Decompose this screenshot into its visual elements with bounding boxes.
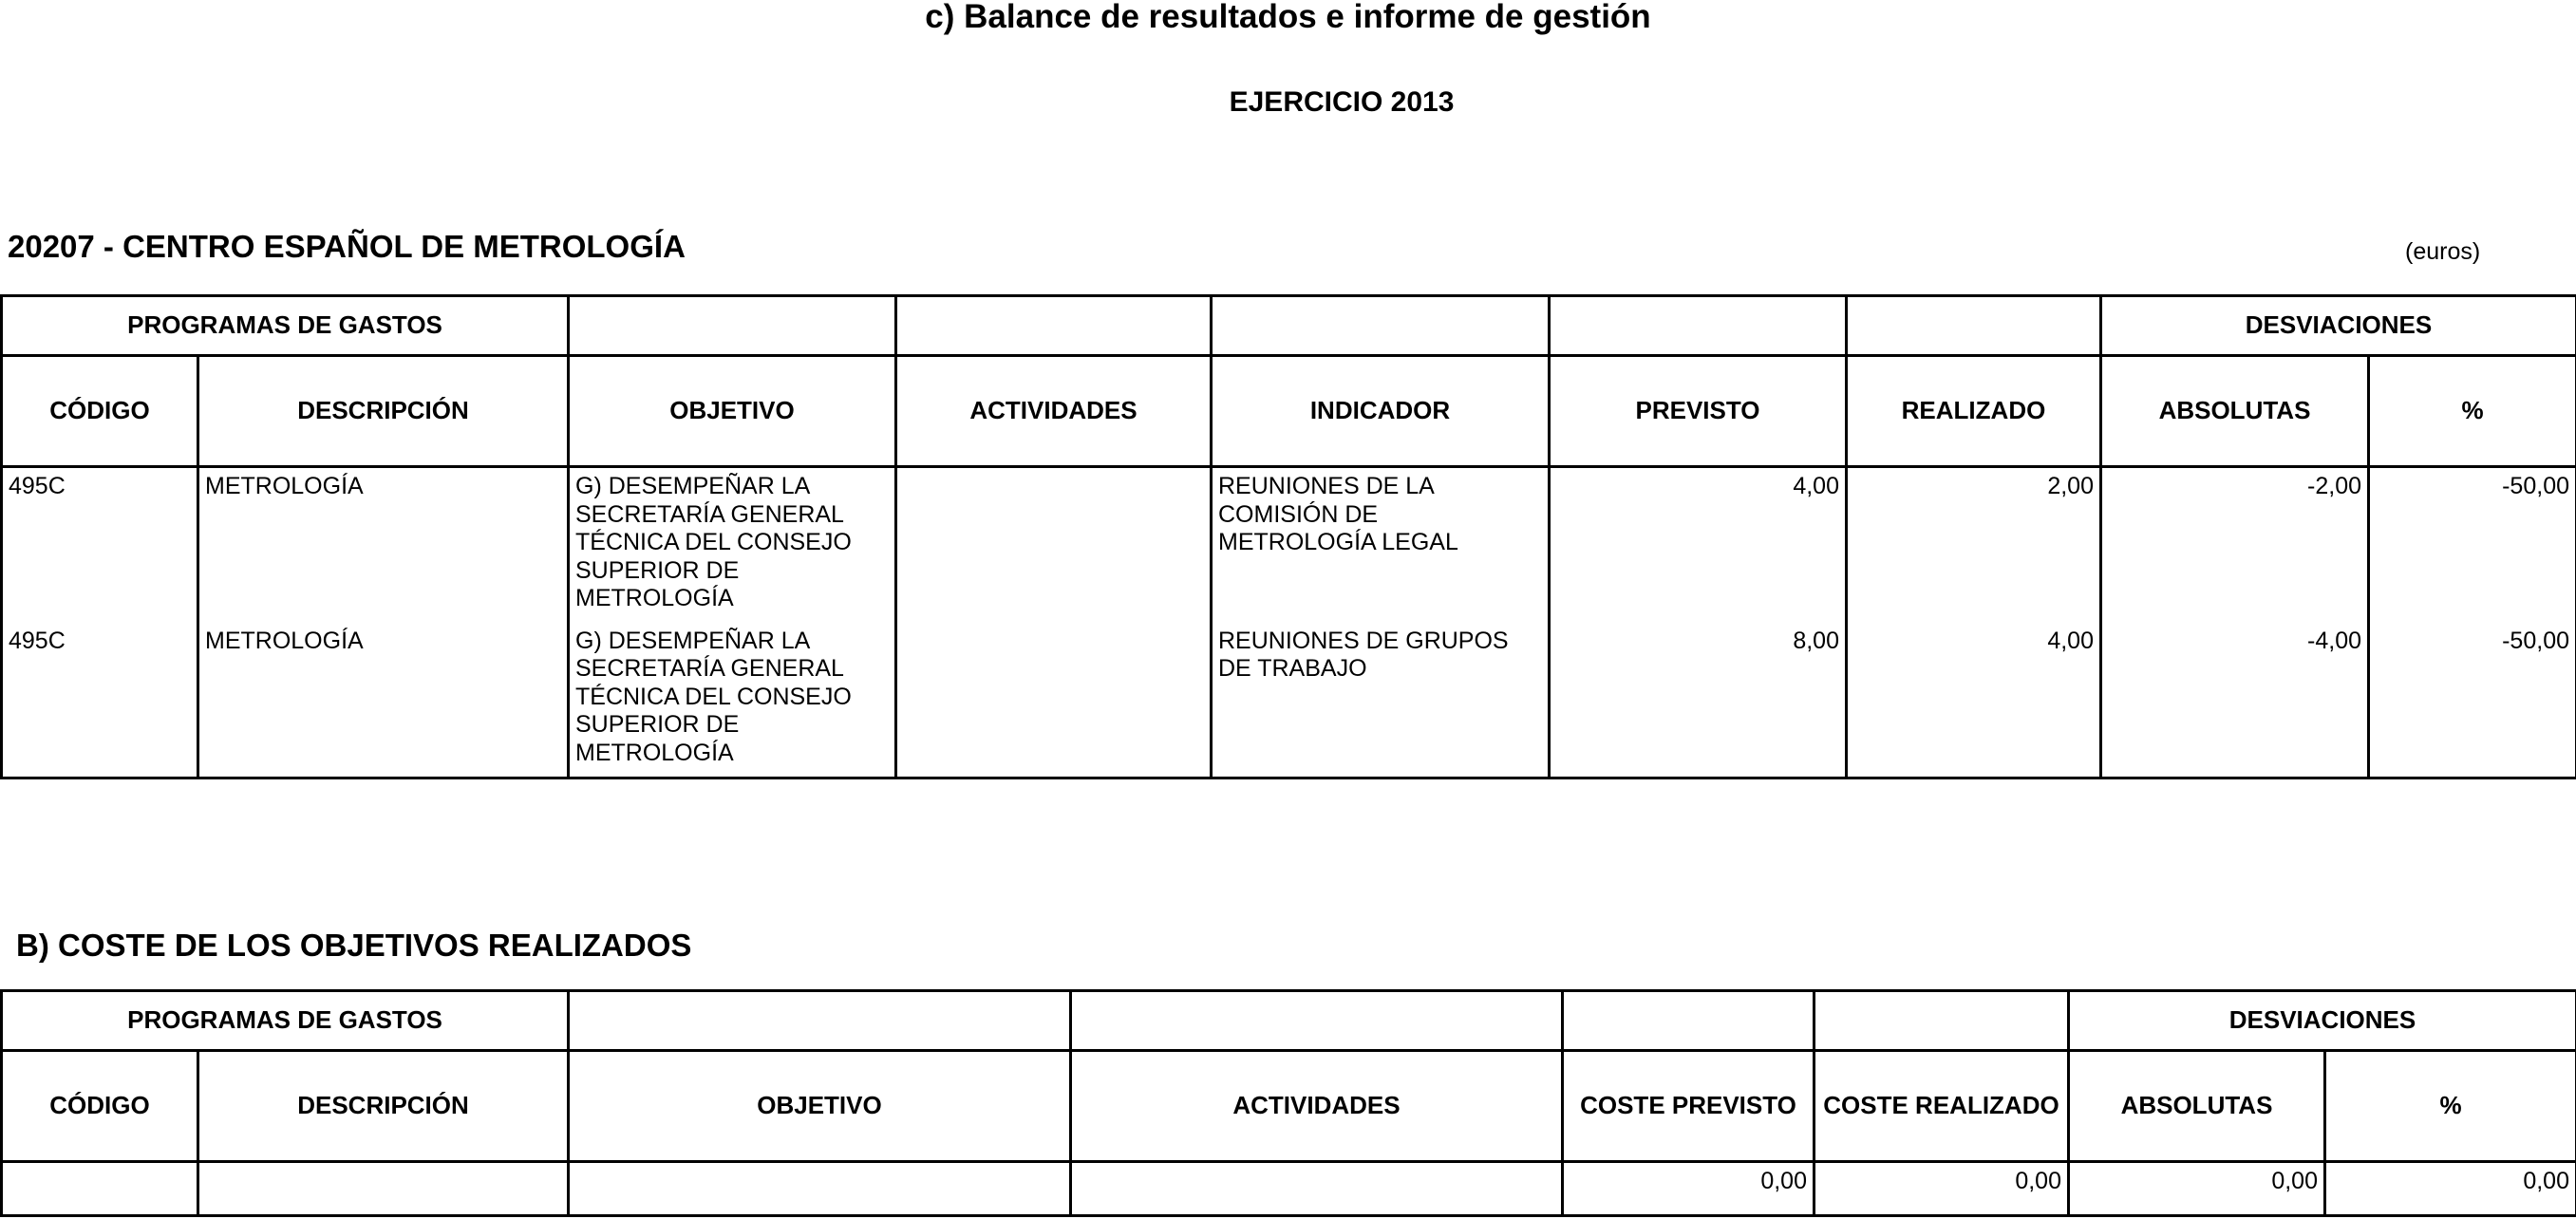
cell-codigo: 495C	[2, 467, 198, 623]
cell-realizado: 4,00	[1847, 623, 2101, 778]
cell-absolutas: 0,00	[2069, 1162, 2325, 1216]
fiscal-year: EJERCICIO 2013	[1229, 86, 1455, 118]
cell-objetivo	[569, 1162, 1071, 1216]
cell-codigo	[2, 1162, 198, 1216]
table-row	[2, 467, 2576, 623]
cell-actividades	[1071, 1162, 1563, 1216]
indicators-table	[0, 294, 2576, 779]
column-header-descripcion: DESCRIPCIÓN	[198, 1051, 569, 1162]
cell-codigo: 495C	[2, 623, 198, 778]
group-header-empty	[1071, 991, 1563, 1051]
table-group-header-row	[2, 296, 2576, 356]
cell-absolutas: -4,00	[2101, 623, 2369, 778]
group-header-desviaciones: DESVIACIONES	[2069, 991, 2576, 1051]
column-header-pct: %	[2325, 1051, 2576, 1162]
group-header-desviaciones: DESVIACIONES	[2101, 296, 2576, 356]
column-header-realizado: REALIZADO	[1847, 356, 2101, 467]
cell-pct: -50,00	[2369, 467, 2576, 623]
column-header-pct: %	[2369, 356, 2576, 467]
group-header-empty	[1814, 991, 2069, 1051]
table-column-header-row	[2, 356, 2576, 467]
cell-coste-realizado: 0,00	[1814, 1162, 2069, 1216]
cell-indicador: REUNIONES DE LA COMISIÓN DE METROLOGÍA LEGAL	[1212, 467, 1550, 623]
group-header-empty	[1212, 296, 1550, 356]
table-group-header-row	[2, 991, 2576, 1051]
group-header-empty	[1847, 296, 2101, 356]
group-header-empty	[569, 991, 1071, 1051]
cell-actividades	[896, 467, 1212, 623]
costs-table	[0, 989, 2576, 1217]
entity-heading: 20207 - CENTRO ESPAÑOL DE METROLOGÍA	[8, 229, 686, 264]
group-header-empty	[896, 296, 1212, 356]
cell-descripcion: METROLOGÍA	[198, 467, 569, 623]
cell-coste-previsto: 0,00	[1563, 1162, 1814, 1216]
cell-actividades	[896, 623, 1212, 778]
group-header-empty	[569, 296, 896, 356]
column-header-absolutas: ABSOLUTAS	[2069, 1051, 2325, 1162]
section-b-title: B) COSTE DE LOS OBJETIVOS REALIZADOS	[16, 928, 692, 963]
cell-previsto: 4,00	[1550, 467, 1847, 623]
column-header-indicador: INDICADOR	[1212, 356, 1550, 467]
group-header-programas: PROGRAMAS DE GASTOS	[2, 296, 569, 356]
column-header-coste-previsto: COSTE PREVISTO	[1563, 1051, 1814, 1162]
column-header-actividades: ACTIVIDADES	[1071, 1051, 1563, 1162]
cell-previsto: 8,00	[1550, 623, 1847, 778]
group-header-empty	[1563, 991, 1814, 1051]
cell-realizado: 2,00	[1847, 467, 2101, 623]
cell-objetivo: G) DESEMPEÑAR LA SECRETARÍA GENERAL TÉCNICA DEL CONSEJO SUPERIOR DE METROLOGÍA	[569, 467, 896, 623]
table-row	[2, 623, 2576, 778]
table-row	[2, 1162, 2576, 1216]
column-header-objetivo: OBJETIVO	[569, 1051, 1071, 1162]
column-header-objetivo: OBJETIVO	[569, 356, 896, 467]
cell-pct: 0,00	[2325, 1162, 2576, 1216]
group-header-empty	[1550, 296, 1847, 356]
column-header-actividades: ACTIVIDADES	[896, 356, 1212, 467]
column-header-codigo: CÓDIGO	[2, 356, 198, 467]
cell-descripcion: METROLOGÍA	[198, 623, 569, 778]
cell-absolutas: -2,00	[2101, 467, 2369, 623]
report-title: c) Balance de resultados e informe de gestión	[925, 0, 1651, 35]
currency-units: (euros)	[2405, 238, 2481, 265]
group-header-programas: PROGRAMAS DE GASTOS	[2, 991, 569, 1051]
cell-descripcion	[198, 1162, 569, 1216]
cell-pct: -50,00	[2369, 623, 2576, 778]
column-header-codigo: CÓDIGO	[2, 1051, 198, 1162]
cell-indicador: REUNIONES DE GRUPOS DE TRABAJO	[1212, 623, 1550, 778]
column-header-descripcion: DESCRIPCIÓN	[198, 356, 569, 467]
table-column-header-row	[2, 1051, 2576, 1162]
column-header-previsto: PREVISTO	[1550, 356, 1847, 467]
column-header-absolutas: ABSOLUTAS	[2101, 356, 2369, 467]
cell-objetivo: G) DESEMPEÑAR LA SECRETARÍA GENERAL TÉCNICA DEL CONSEJO SUPERIOR DE METROLOGÍA	[569, 623, 896, 778]
column-header-coste-realizado: COSTE REALIZADO	[1814, 1051, 2069, 1162]
